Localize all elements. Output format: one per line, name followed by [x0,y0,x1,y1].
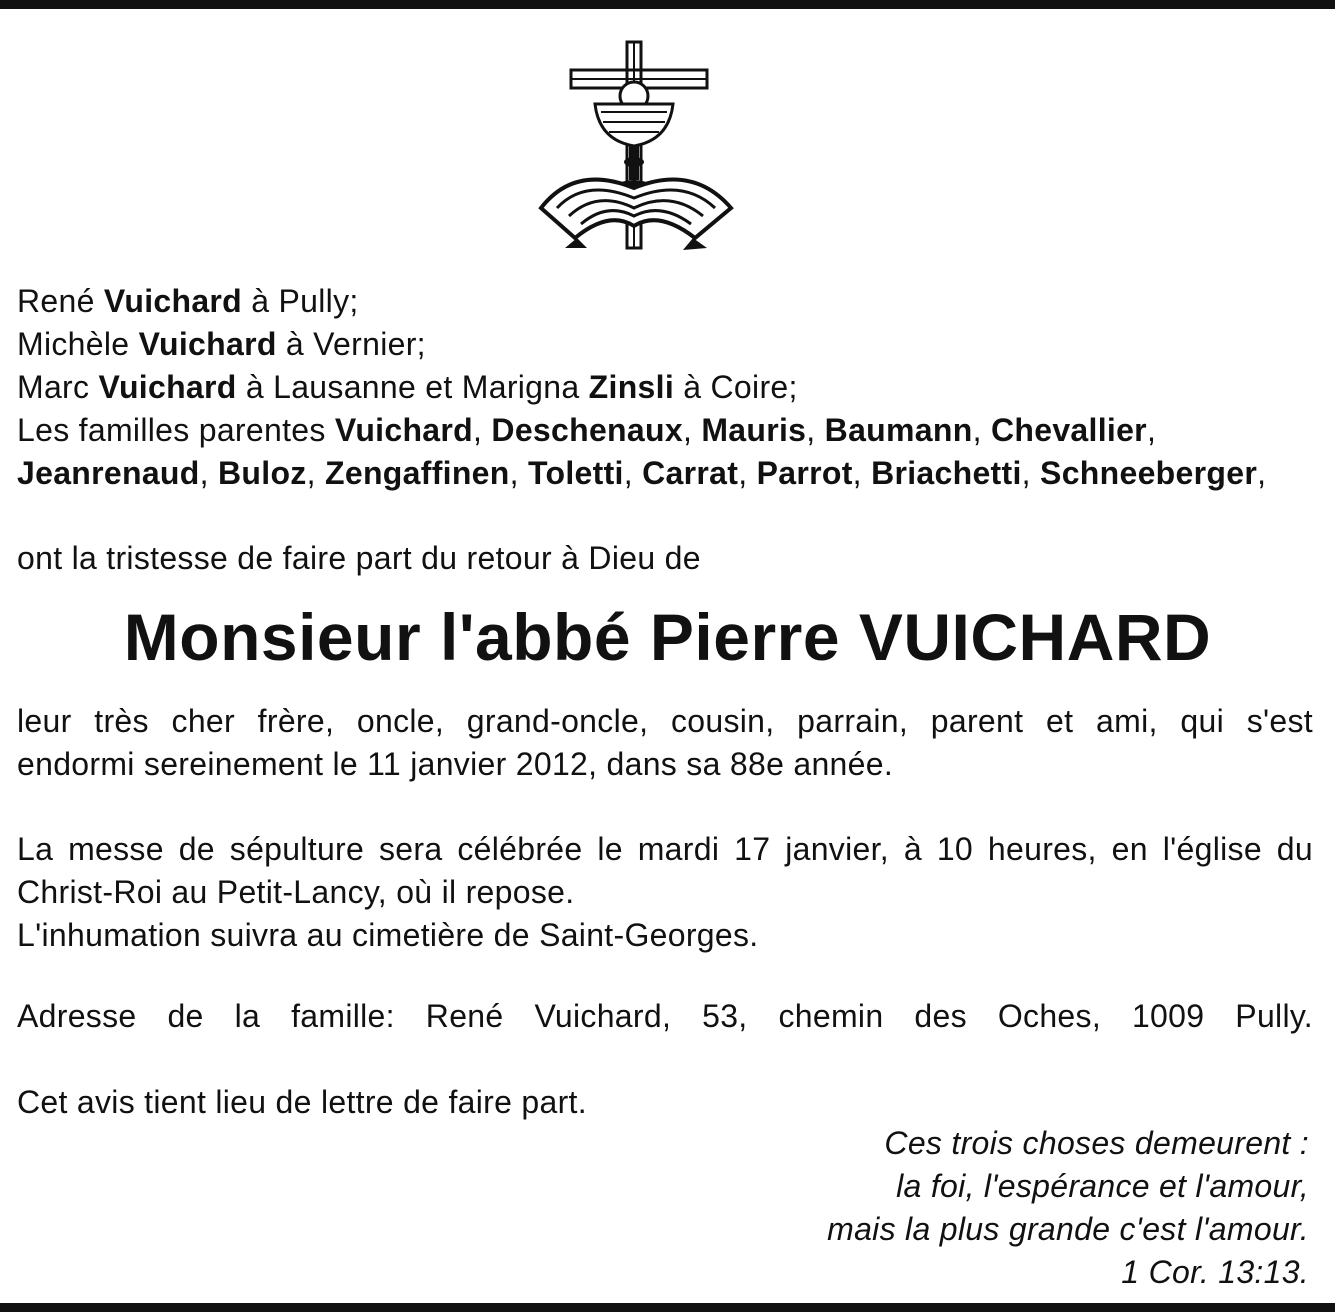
family-text: à Vernier; [276,326,426,362]
family-surname: Vuichard [138,326,277,362]
family-surname: Jeanrenaud [17,455,200,491]
family-text: à Pully; [242,283,359,319]
family-surname: Mauris [701,412,807,448]
family-text: , [473,412,492,448]
family-text: à Coire; [674,369,798,405]
verse-reference: 1 Cor. 13:13. [1121,1254,1309,1290]
family-surname: Deschenaux [491,412,683,448]
family-surname: Parrot [756,455,853,491]
top-border [0,0,1335,9]
family-surname: Zinsli [588,369,675,405]
deceased-name: Monsieur l'abbé Pierre VUICHARD [123,600,1212,674]
ceremony-line-2: Christ-Roi au Petit-Lancy, où il repose. [17,874,575,910]
verse-line-3: mais la plus grande c'est l'amour. [827,1211,1309,1247]
family-surname: Vuichard [103,283,243,319]
family-text: Michèle [17,326,139,362]
family-text: , [682,412,702,448]
address-line: Adresse de la famille: René Vuichard, 53, chemin des Oches, 1009 Pully. [17,998,1313,1034]
verse-line-2: la foi, l'espérance et l'amour, [896,1168,1309,1204]
family-surname: Carrat [642,455,739,491]
intro-text: ont la tristesse de faire part du retour à Dieu de [17,540,701,576]
bottom-border [0,1303,1335,1312]
description-paragraph [17,700,1313,786]
family-surname: Vuichard [334,412,474,448]
ceremony-line-3: L'inhumation suivra au cimetière de Saint-Georges. [17,917,759,953]
family-address [17,995,1313,1038]
family-line [17,323,1313,366]
notice-text: Cet avis tient lieu de lettre de faire part. [17,1084,587,1120]
family-surname: Zengaffinen [325,455,510,491]
family-surname: Chevallier [990,412,1147,448]
family-text: , [1021,455,1041,491]
family-list [17,280,1313,495]
family-line [17,280,1313,323]
family-text: , [306,455,325,491]
family-text: René [17,283,104,319]
family-text: , [852,455,872,491]
verse-line-1: Ces trois choses demeurent : [884,1125,1309,1161]
family-text: Marc [17,369,99,405]
family-text: , [806,412,825,448]
family-text: , [199,455,219,491]
ceremony-line-1: La messe de sépulture sera célébrée le mardi 17 janvier, à 10 heures, en l'église du [17,831,1313,867]
ceremony-paragraph [17,828,1313,957]
family-surname: Buloz [218,455,307,491]
cross-chalice-book-icon [535,38,775,254]
family-text: , [623,455,643,491]
family-text: , [1257,455,1267,491]
family-text: , [972,412,991,448]
description-line-2: endormi sereinement le 11 janvier 2012, dans sa 88e année. [17,746,894,782]
family-surname: Vuichard [98,369,237,405]
family-text: , [509,455,529,491]
family-line [17,409,1313,452]
family-surname: Toletti [528,455,624,491]
family-line [17,366,1313,409]
family-text: , [1146,412,1157,448]
bible-verse [827,1122,1309,1294]
family-text: , [738,455,757,491]
family-text: à Lausanne et Marigna [236,369,589,405]
family-text: Les familles parentes [17,412,335,448]
description-line-1: leur très cher frère, oncle, grand-oncle, cousin, parrain, parent et ami, qui s'est [17,703,1313,739]
family-surname: Schneeberger [1040,455,1258,491]
family-line [17,452,1313,495]
family-surname: Baumann [824,412,973,448]
family-surname: Briachetti [871,455,1022,491]
